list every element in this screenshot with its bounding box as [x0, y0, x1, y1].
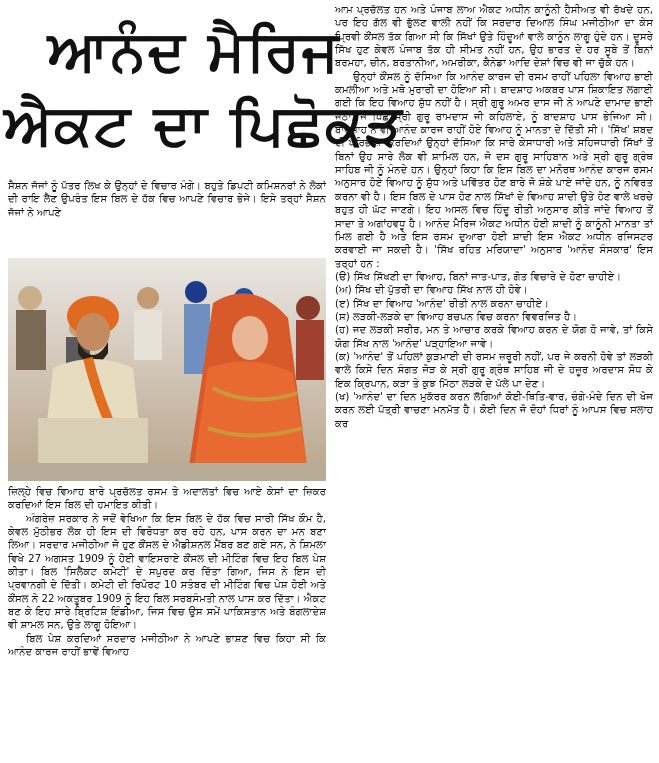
left-column-bottom	[8, 486, 326, 659]
paragraph: ਉਨ੍ਹਾਂ ਕੌਂਸਲ ਨੂੰ ਦੱਸਿਆ ਕਿ ਆਨੰਦ ਕਾਰਜ ਦੀ ਰਸਮ ਰਾਹੀਂ ਪਹਿਲਾ ਵਿਆਹ ਭਾਈ ਕਮਲੀਆ ਅਤੇ ਮਥੋ ਮੁਰਾਰੀ ਦਾ ਹੋਇਆ ਸੀ। ਬਾਦਸ਼ਾਹ ਅਕਬਰ ਪਾਸ ਸ਼ਿਕਾਇਤ ਲਗਾਈ ਗਈ ਕਿ ਇਹ ਵਿਆਹ ਸ਼ੁੱਧ ਨਹੀਂ ਹੈ। ਸ੍ਰੀ ਗੁਰੂ ਅਮਰ ਦਾਸ ਜੀ ਨੇ ਆਪਣੇ ਦਾਮਾਦ ਭਾਈ ਜੇਠਾ, ਜੋ ਪਿੱਛੋਂ ਸ੍ਰੀ ਗੁਰੂ ਰਾਮਦਾਸ ਜੀ ਕਹਿਲਾਏ, ਨੂੰ ਬਾਦਸ਼ਾਹ ਪਾਸ ਭੇਜਿਆ ਸੀ। ਬਾਦਸ਼ਾਹ ਨੇ ਵੀ ਆਨੰਦ ਕਾਰਜ ਰਾਹੀਂ ਹੋਏ ਵਿਆਹ ਨੂੰ ਮਾਨਤਾ ਦੇ ਦਿੱਤੀ ਸੀ। 'ਸਿੱਖ' ਸ਼ਬਦ ਦੀ ਪਰਿਭਾਸ਼ਾ ਕਰਦਿਆਂ ਉਨ੍ਹਾਂ ਦੱਸਿਆ ਕਿ ਸਾਰੇ ਕੇਸਾਧਾਰੀ ਅਤੇ ਸਹਿਜਧਾਰੀ ਸਿੱਖਾਂ ਤੋਂ ਬਿਨਾਂ ਉਹ ਸਾਰੇ ਲੋਕ ਵੀ ਸ਼ਾਮਿਲ ਹਨ, ਜੋ ਦਸ ਗੁਰੂ ਸਾਹਿਬਾਨ ਅਤੇ ਸ੍ਰੀ ਗੁਰੂ ਗ੍ਰੰਥ ਸਾਹਿਬ ਜੀ ਨੂੰ ਮੰਨਦੇ ਹਨ। ਉਨ੍ਹਾਂ ਕਿਹਾ ਕਿ ਇਸ ਬਿਲ ਦਾ ਮਨੋਰਥ ਆਨੰਦ ਕਾਰਜ ਰਸਮ ਅਨੁਸਾਰ ਹੋਏ ਵਿਆਹ ਨੂੰ ਸ਼ੁੱਧ ਅਤੇ ਪਵਿੱਤਰ ਹੋਣ ਬਾਰੇ ਜੋ ਸ਼ੰਕੇ ਪਾਏ ਜਾਂਦੇ ਹਨ, ਨੂੰ ਨਵਿਰਤ ਕਰਨਾ ਵੀ ਹੈ। ਇਸ ਬਿਲ ਦੇ ਪਾਸ ਹੋਣ ਨਾਲ ਸਿੱਖਾਂ ਦੇ ਵਿਆਹ ਸ਼ਾਦੀ ਉਤੇ ਹੋਣ ਵਾਲੇ ਖਰਚੇ ਬਹੁਤ ਹੀ ਘੱਟ ਜਾਣਗੇ। ਇਹ ਅਸਲ ਵਿਚ ਹਿੰਦੂ ਰੀਤੀ ਅਨੁਸਾਰ ਕੀਤੇ ਜਾਂਦੇ ਵਿਆਹ ਤੋਂ ਸਾਦਾ ਤੇ ਅਗਾਂਹਵਧੂ ਹੈ। ਆਨੰਦ ਮੈਰਿਜ ਐਕਟ ਅਧੀਨ ਹੋਈ ਸ਼ਾਦੀ ਨੂੰ ਕਾਨੂੰਨੀ ਮਾਨਤਾ ਤਾਂ ਮਿਲ ਗਈ ਹੈ ਅਤੇ ਇਸ ਰਸਮ ਦੁਆਰਾ ਹੋਈ ਸ਼ਾਦੀ ਇਸ ਐਕਟ ਅਧੀਨ ਰਜਿਸਟਰ ਕਰਵਾਈ ਜਾ ਸਕਦੀ ਹੈ। 'ਸਿੱਖ ਰਹਿਤ ਮਰਿਯਾਦਾ' ਅਨੁਸਾਰ 'ਆਨੰਦ ਸੰਸਕਾਰ' ਇਸ ਤਰ੍ਹਾਂ ਹਨ :	[335, 71, 653, 270]
wedding-photo	[8, 258, 326, 481]
right-column	[335, 4, 653, 431]
list-item: (ੳ) ਸਿੱਖ ਸਿੱਖਣੀ ਦਾ ਵਿਆਹ, ਬਿਨਾਂ ਜਾਤ-ਪਾਤ, ਗੋਤ ਵਿਚਾਰੇ ਦੇ ਹੋਣਾ ਚਾਹੀਏ।	[335, 271, 622, 283]
wedding-photo-image	[8, 258, 326, 481]
left-column-top	[8, 180, 326, 220]
headline-line-2: ਐਕਟ ਦਾ ਪਿਛੋਕੜ	[4, 93, 404, 158]
paragraph: ਆਮ ਪ੍ਰਚੱਲਤ ਹਨ ਅਤੇ ਪੰਜਾਬ ਲਾਅ ਐਕਟ ਅਧੀਨ ਕਾਨੂੰਨੀ ਹੈਸੀਅਤ ਵੀ ਰੱਖਦੇ ਹਨ, ਪਰ ਇਹ ਗੱਲ ਵੀ ਭੁੱਲਣ ਵਾਲੀ ਨਹੀਂ ਕਿ ਸਰਦਾਰ ਦਿਆਲ ਸਿੰਘ ਮਜੀਠੀਆ ਦਾ ਕੇਸ ਪ੍ਰਿਵੀ ਕੌਂਸਲ ਤੱਕ ਗਿਆ ਸੀ ਕਿ ਸਿੱਖਾਂ ਉਤੇ ਹਿੰਦੂਆਂ ਵਾਲੇ ਕਾਨੂੰਨ ਲਾਗੂ ਹੁੰਦੇ ਹਨ। ਦੂਸਰੇ ਸਿੱਖ ਹੁਣ ਕੇਵਲ ਪੰਜਾਬ ਤੱਕ ਹੀ ਸੀਮਤ ਨਹੀਂ ਹਨ, ਉਹ ਭਾਰਤ ਦੇ ਹਰ ਸੂਬੇ ਤੋਂ ਬਿਨਾਂ ਬਰਮਹਾ, ਚੀਨ, ਬਰਤਾਨੀਆ, ਅਮਰੀਕਾ, ਕੈਨੇਡਾ ਆਦਿ ਦੇਸ਼ਾਂ ਵਿਚ ਵੀ ਜਾ ਚੁੱਕੇ ਹਨ।	[335, 5, 653, 70]
list-item: (ਅ) ਸਿੱਖ ਦੀ ਪੁੱਤਰੀ ਦਾ ਵਿਆਹ ਸਿੱਖ ਨਾਲ ਹੀ ਹੋਵੇ।	[335, 285, 528, 297]
list-item: (ਖ) 'ਆਨੰਦ' ਦਾ ਦਿਨ ਮੁਕੱਰਰ ਕਰਨ ਲੱਗਿਆਂ ਕੋਈ-ਥਿਤਿ-ਵਾਰ, ਚੰਗੇ-ਮੰਦੇ ਦਿਨ ਦੀ ਖੋਜ ਕਰਨ ਲਈ ਪੱਤ੍ਰੀ ਵਾਚਣਾ ਮਨਮੱਤ ਹੈ। ਕੋਈ ਦਿਨ ਜੋ ਦੋਹਾਂ ਧਿਰਾਂ ਨੂੰ ਆਪਸ ਵਿਚ ਸਲਾਹ ਕਰ	[335, 391, 653, 430]
paragraph: ਬਿਲ ਪੇਸ਼ ਕਰਦਿਆਂ ਸਰਦਾਰ ਮਜੀਠੀਆ ਨੇ ਆਪਣੇ ਭਾਸ਼ਣ ਵਿਚ ਕਿਹਾ ਸੀ ਕਿ ਆਨੰਦ ਕਾਰਜ ਰਾਹੀਂ ਭਾਵੇਂ ਵਿਆਹ	[8, 633, 326, 659]
headline-line-1: ਆਨੰਦ ਮੈਰਿਜ	[47, 19, 341, 84]
paragraph: ਅੰਗਰੇਜ਼ ਸਰਕਾਰ ਨੇ ਜਦੋਂ ਵੇਖਿਆ ਕਿ ਇਸ ਬਿਲ ਦੇ ਹੱਕ ਵਿਚ ਸਾਰੀ ਸਿੱਖ ਕੌਮ ਹੈ, ਕੇਵਲ ਮੁੱਠੀਭਰ ਲੋਕ ਹੀ ਇਸ ਦੀ ਵਿਰੋਧਤਾ ਕਰ ਰਹੇ ਹਨ, ਪਾਸ ਕਰਨ ਦਾ ਮਨ ਬਣਾ ਲਿਆ। ਸਰਦਾਰ ਮਜੀਠੀਆ ਜੋ ਹੁਣ ਕੌਂਸਲ ਦੇ ਐਡੀਸ਼ਨਲ ਮੈਂਬਰ ਬਣ ਗਏ ਸਨ, ਨੇ ਸ਼ਿਮਲਾ ਵਿਖੇ 27 ਅਗਸਤ 1909 ਨੂੰ ਹੋਈ ਵਾਇਸਰਾਏ ਕੌਂਸਲ ਦੀ ਮੀਟਿੰਗ ਵਿਚ ਇਹ ਬਿਲ ਪੇਸ਼ ਕੀਤਾ। ਬਿਲ 'ਸਿਲੈਕਟ ਕਮੇਟੀ' ਦੇ ਸਪੁਰਦ ਕਰ ਦਿੱਤਾ ਗਿਆ, ਜਿਸ ਨੇ ਇਸ ਦੀ ਪ੍ਰਵਾਨਗੀ ਦੇ ਦਿੱਤੀ। ਕਮੇਟੀ ਦੀ ਰਿਪੋਰਟ 10 ਸਤੰਬਰ ਦੀ ਮੀਟਿੰਗ ਵਿਚ ਪੇਸ਼ ਹੋਈ ਅਤੇ ਕੌਂਸਲ ਨੇ 22 ਅਕਤੂਬਰ 1909 ਨੂੰ ਇਹ ਬਿਲ ਸਰਬਸੰਮਤੀ ਨਾਲ ਪਾਸ ਕਰ ਦਿੱਤਾ। ਐਕਟ ਬਣ ਕੇ ਇਹ ਸਾਰੇ ਬ੍ਰਿਟਿਸ਼ ਇੰਡੀਆ, ਜਿਸ ਵਿਚ ਉਸ ਸਮੇਂ ਪਾਕਿਸਤਾਨ ਅਤੇ ਬੰਗਲਾਦੇਸ਼ ਵੀ ਸ਼ਾਮਲ ਸਨ, ਉਤੇ ਲਾਗੂ ਹੋਇਆ।	[8, 513, 326, 632]
list-item: (ਸ) ਲੜਕੀ-ਲੜਕੇ ਦਾ ਵਿਆਹ ਬਚਪਨ ਵਿਚ ਕਰਨਾ ਵਿਵਰਜਿਤ ਹੈ।	[335, 311, 578, 323]
headline	[4, 16, 404, 176]
list-item: (ੲ) ਸਿੱਖ ਦਾ ਵਿਆਹ 'ਆਨੰਦ' ਰੀਤੀ ਨਾਲ ਕਰਨਾ ਚਾਹੀਏ।	[335, 298, 550, 310]
list-item: (ਹ) ਜਦ ਲੜਕੀ ਸਰੀਰ, ਮਨ ਤੇ ਆਚਾਰ ਕਰਕੇ ਵਿਆਹ ਕਰਨ ਦੇ ਯੋਗ ਹੋ ਜਾਵੇ, ਤਾਂ ਕਿਸੇ ਯੋਗ ਸਿੱਖ ਨਾਲ 'ਆਨੰਦ' ਪੜ੍ਹਾਇਆ ਜਾਵੇ।	[335, 325, 653, 350]
list-item: (ਕ) 'ਆਨੰਦ' ਤੋਂ ਪਹਿਲਾਂ ਕੁੜਮਾਈ ਦੀ ਰਸਮ ਜ਼ਰੂਰੀ ਨਹੀਂ, ਪਰ ਜੇ ਕਰਨੀ ਹੋਵੇ ਤਾਂ ਲੜਕੀ ਵਾਲੇ ਕਿਸੇ ਦਿਨ ਸੰਗਤ ਜੋੜ ਕੇ ਸ੍ਰੀ ਗੁਰੂ ਗ੍ਰੰਥ ਸਾਹਿਬ ਜੀ ਦੇ ਹਜ਼ੂਰ ਅਰਦਾਸ ਸੋਧ ਕੇ ਇਕ ਕ੍ਰਿਪਾਨ, ਕੜਾ ਤੇ ਕੁਝ ਮਿੱਠਾ ਲੜਕੇ ਦੇ ਪੱਲੇ ਪਾ ਦੇਣ।	[335, 351, 653, 390]
paragraph: ਜ਼ਿਲ੍ਹੇ ਵਿਚ ਵਿਆਹ ਬਾਰੇ ਪ੍ਰਚੱਲਤ ਰਸਮ ਤੇ ਅਦਾਲਤਾਂ ਵਿਚ ਆਏ ਕੇਸਾਂ ਦਾ ਜ਼ਿਕਰ ਕਰਦਿਆਂ ਇਸ ਬਿਲ ਦੀ ਹਮਾਇਤ ਕੀਤੀ।	[8, 487, 326, 512]
paragraph: ਸੈਸ਼ਨ ਜੱਜਾਂ ਨੂੰ ਪੱਤਰ ਲਿਖ ਕੇ ਉਨ੍ਹਾਂ ਦੇ ਵਿਚਾਰ ਮੰਗੇ। ਬਹੁਤੇ ਡਿਪਟੀ ਕਮਿਸ਼ਨਰਾਂ ਨੇ ਲੋਕਾਂ ਦੀ ਰਾਇ ਲੈਣ ਉਪਰੰਤ ਇਸ ਬਿਲ ਦੇ ਹੱਕ ਵਿਚ ਆਪਣੇ ਵਿਚਾਰ ਭੇਜੇ। ਇਸੇ ਤਰ੍ਹਾਂ ਸੈਸ਼ਨ ਜੱਜਾਂ ਨੇ ਆਪਣੇ	[8, 181, 326, 219]
